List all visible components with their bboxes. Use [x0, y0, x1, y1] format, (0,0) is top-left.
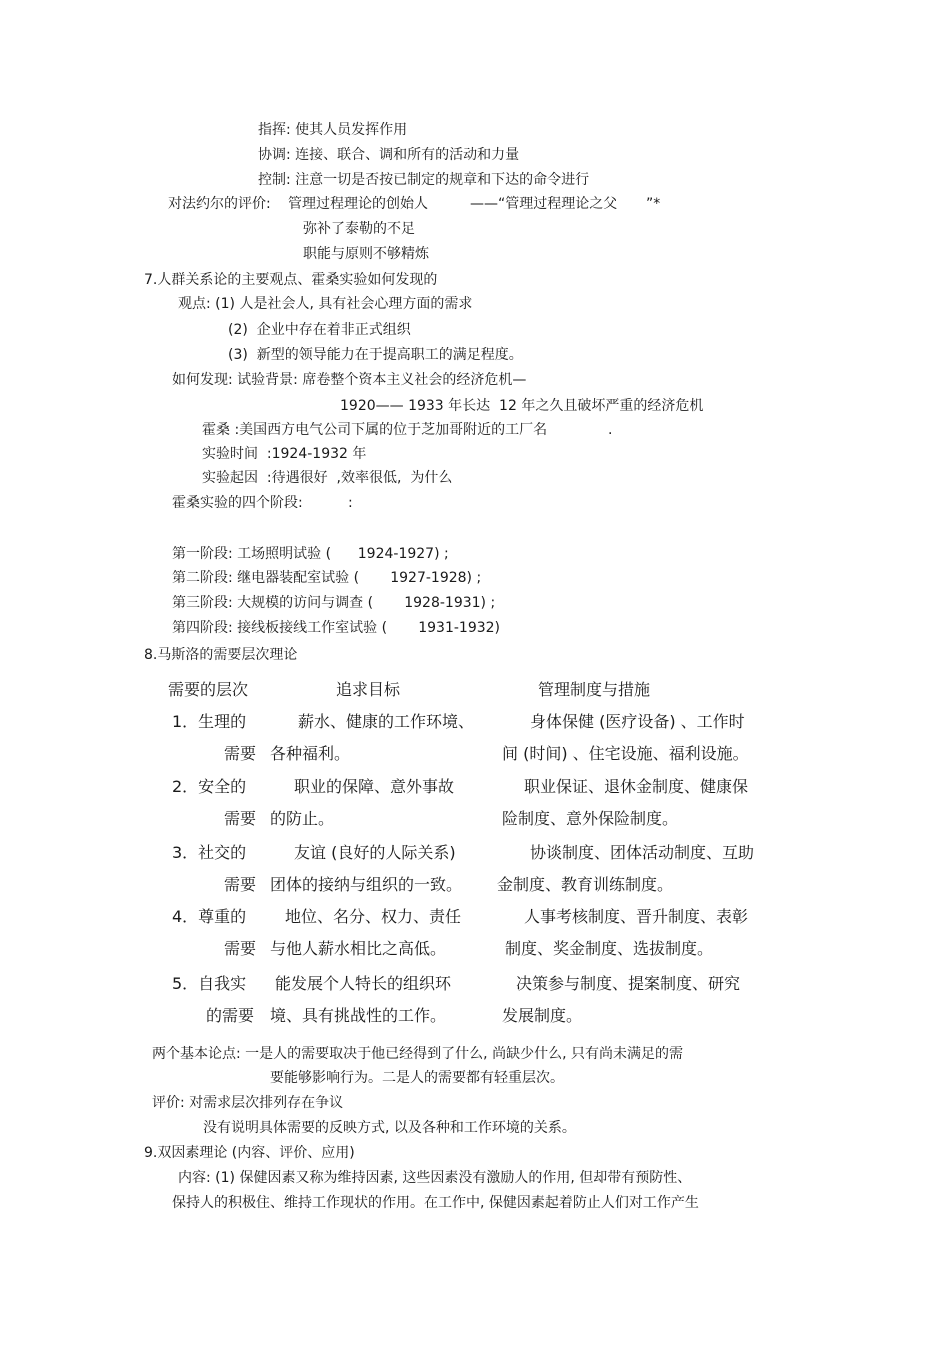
s8-basics-2: 要能够影响行为。二是人的需要都有轻重层次。 — [270, 1070, 564, 1086]
section-7-heading: 7.人群关系论的主要观点、霍桑实验如何发现的 — [144, 272, 438, 288]
table-row-measures: 人事考核制度、晋升制度、表彰 — [524, 907, 749, 926]
table-row-goal-2: 团体的接纳与组织的一致。 — [270, 875, 463, 894]
table-row-goal: 职业的保障、意外事故 — [294, 777, 455, 796]
table-row-measures: 职业保证、退休金制度、健康保 — [524, 777, 749, 796]
s8-basics-1: 两个基本论点: 一是人的需要取决于他已经得到了什么, 尚缺少什么, 只有尚未满足的需 — [152, 1046, 683, 1062]
s7-crisis: 1920—— 1933 年长达 12 年之久且破坏严重的经济危机 — [340, 398, 704, 414]
table-row-measures-2: 间 (时间) 、住宅设施、福利设施。 — [502, 744, 749, 763]
s8-eval-2: 没有说明具体需要的反映方式, 以及各种和工作环境的关系。 — [203, 1120, 576, 1136]
s8-eval-1: 评价: 对需求层次排列存在争议 — [152, 1095, 344, 1111]
fayol-eval-3: 职能与原则不够精炼 — [303, 246, 429, 262]
s7-stage-2: 第二阶段: 继电器装配室试验 ( 1927-1928) ; — [172, 570, 482, 586]
table-row-goal: 友谊 (良好的人际关系) — [294, 843, 456, 862]
table-row-goal-2: 各种福利。 — [270, 744, 351, 763]
table-row-goal-2: 境、具有挑战性的工作。 — [270, 1006, 447, 1025]
fayol-eval-mark: ”* — [646, 196, 661, 212]
table-row-level: 2．安全的 — [172, 777, 247, 796]
s7-cause: 实验起因 :待遇很好 ,效率很低, 为什么 — [202, 470, 453, 486]
s9-content-1: 内容: (1) 保健因素又称为维持因素, 这些因素没有激励人的作用, 但却带有预防性、 — [178, 1170, 692, 1186]
table-row-goal: 能发展个人特长的组织环 — [275, 974, 452, 993]
s7-stages-colon: : — [348, 495, 353, 511]
table-row-measures-2: 金制度、教育训练制度。 — [497, 875, 674, 894]
table-row-level-2: 需要 — [224, 875, 257, 894]
fayol-eval-dash: ——“管理过程理论之父 — [470, 196, 618, 212]
table-row-level-2: 需要 — [224, 809, 257, 828]
table-row-level: 1．生理的 — [172, 712, 247, 731]
fayol-control: 控制: 注意一切是否按已制定的规章和下达的命令进行 — [258, 172, 590, 188]
s7-view-3: (3) 新型的领导能力在于提高职工的满足程度。 — [228, 347, 523, 363]
s7-stage-4: 第四阶段: 接线板接线工作室试验 ( 1931-1932) — [172, 620, 501, 636]
table-row-goal-2: 与他人薪水相比之高低。 — [270, 939, 447, 958]
s7-time: 实验时间 :1924-1932 年 — [202, 446, 367, 462]
fayol-eval-text: 管理过程理论的创始人 — [288, 196, 428, 212]
table-row-measures-2: 发展制度。 — [502, 1006, 583, 1025]
s7-view-2: (2) 企业中存在着非正式组织 — [228, 322, 411, 338]
fayol-coordinate: 协调: 连接、联合、调和所有的活动和力量 — [258, 147, 520, 163]
section-8-heading: 8.马斯洛的需要层次理论 — [144, 647, 298, 663]
table-row-level-2: 的需要 — [206, 1006, 255, 1025]
s7-hawthorne-dot: . — [608, 422, 613, 438]
table-row-level-2: 需要 — [224, 744, 257, 763]
fayol-command: 指挥: 使其人员发挥作用 — [258, 122, 408, 138]
fayol-eval-label: 对法约尔的评价: — [168, 196, 271, 212]
s7-how: 如何发现: 试验背景: 席卷整个资本主义社会的经济危机— — [172, 372, 527, 388]
table-row-level-2: 需要 — [224, 939, 257, 958]
table-row-measures: 协谈制度、团体活动制度、互助 — [530, 843, 755, 862]
table-header-level: 需要的层次 — [168, 680, 249, 699]
table-row-measures: 决策参与制度、提案制度、研究 — [516, 974, 741, 993]
table-header-measures: 管理制度与措施 — [538, 680, 651, 699]
table-header-goal: 追求目标 — [336, 680, 401, 699]
table-row-level: 5．自我实 — [172, 974, 247, 993]
table-row-measures-2: 制度、奖金制度、选拔制度。 — [505, 939, 714, 958]
s7-hawthorne: 霍桑 :美国西方电气公司下属的位于芝加哥附近的工厂名 — [202, 422, 548, 438]
s7-stages-label: 霍桑实验的四个阶段: — [172, 495, 303, 511]
s7-stage-3: 第三阶段: 大规模的访问与调查 ( 1928-1931) ; — [172, 595, 496, 611]
section-9-heading: 9.双因素理论 (内容、评价、应用) — [144, 1145, 355, 1161]
table-row-measures-2: 险制度、意外保险制度。 — [502, 809, 679, 828]
s7-view-1: 观点: (1) 人是社会人, 具有社会心理方面的需求 — [178, 296, 473, 312]
table-row-goal-2: 的防止。 — [270, 809, 335, 828]
table-row-level: 3．社交的 — [172, 843, 247, 862]
table-row-goal: 薪水、健康的工作环境、 — [298, 712, 475, 731]
s9-content-2: 保持人的积极住、维持工作现状的作用。在工作中, 保健因素起着防止人们对工作产生 — [172, 1195, 699, 1211]
fayol-eval-2: 弥补了泰勒的不足 — [303, 221, 415, 237]
table-row-goal: 地位、名分、权力、责任 — [285, 907, 462, 926]
table-row-level: 4．尊重的 — [172, 907, 247, 926]
table-row-measures: 身体保健 (医疗设备) 、工作时 — [530, 712, 745, 731]
s7-stage-1: 第一阶段: 工场照明试验 ( 1924-1927) ; — [172, 546, 449, 562]
